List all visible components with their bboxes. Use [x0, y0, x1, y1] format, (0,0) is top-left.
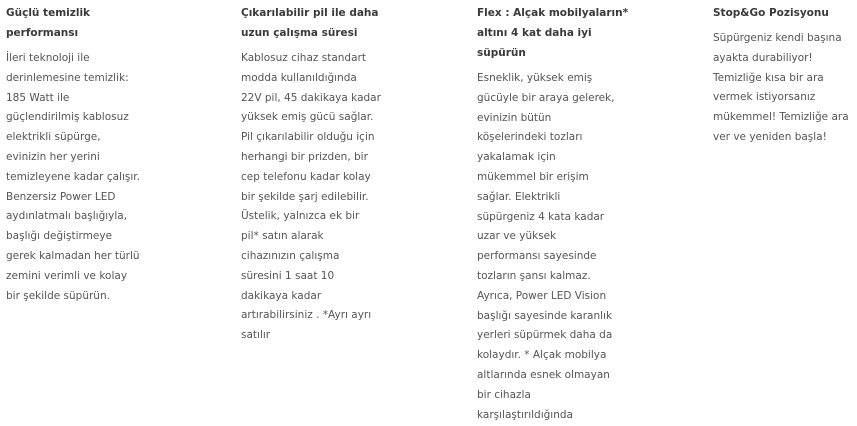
feature-description-line: altlarında esnek olmayan [477, 368, 610, 381]
feature-description-line: Süpürgeniz kendi başına [713, 32, 842, 44]
feature-description-line: dakikaya kadar [241, 289, 322, 302]
feature-description-line: mükemmel! Temizliğe ara [713, 111, 849, 124]
feature-description-line: gerek kalmadan her türlü [6, 249, 140, 262]
feature-description-line: kolaydır. * Alçak mobilya [477, 349, 607, 362]
feature-description-line: performansı sayesinde [477, 250, 597, 263]
feature-description-line: başlığı sayesinde karanlık [477, 309, 613, 322]
feature-column [241, 3, 466, 346]
feature-column [713, 3, 857, 148]
feature-description-line: evinizin her yerini [6, 150, 100, 163]
feature-description-line: Kablosuz cihaz standart [241, 52, 366, 64]
feature-title-line: Çıkarılabilir pil ile daha [241, 7, 379, 19]
feature-title [241, 3, 466, 43]
feature-description-line: yerleri süpürmek daha da [477, 329, 613, 342]
feature-description-line: süresini 1 saat 10 [241, 269, 335, 282]
feature-title-line: Stop&Go Pozisyonu [713, 7, 829, 19]
feature-description-line: köşelerindeki tozları [477, 131, 583, 144]
feature-description-line: bir şekilde şarj edilebilir. [241, 190, 369, 203]
feature-description-line: elektrikli süpürge, [6, 131, 101, 144]
feature-description-line: vermek istiyorsanız [713, 91, 816, 104]
feature-title [477, 3, 702, 63]
feature-description-line: tozların şansı kalmaz. [477, 269, 591, 282]
feature-title-line: uzun çalışma süresi [241, 27, 358, 39]
feature-column [477, 3, 702, 425]
feature-column [6, 3, 231, 306]
feature-description-line: zemini verimli ve kolay [6, 269, 128, 282]
feature-description-line: Esneklik, yüksek emiş [477, 72, 593, 84]
feature-description-line: gücüyle bir araya gelerek, [477, 91, 615, 104]
feature-description [6, 49, 231, 306]
feature-description-line: Temizliğe kısa bir ara [713, 71, 824, 84]
feature-title-line: süpürün [477, 47, 526, 59]
feature-description-line: yüksek emiş gücü sağlar. [241, 111, 374, 124]
feature-description-line: 22V pil, 45 dakikaya kadar [241, 91, 381, 104]
feature-description-line: uzar ve yüksek [477, 230, 557, 243]
feature-description-line: ayakta durabiliyor! [713, 51, 813, 64]
feature-title [6, 3, 231, 43]
feature-description-line: artırabilirsiniz . *Ayrı ayrı [241, 309, 372, 322]
feature-description-line: Ayrıca, Power LED Vision [477, 289, 607, 302]
feature-title-line: Güçlü temizlik [6, 7, 91, 19]
feature-description-line: bir şekilde süpürün. [6, 289, 110, 302]
feature-description [241, 49, 466, 346]
feature-description-line: temizleyene kadar çalışır. [6, 170, 140, 183]
feature-description-line: başlığı değiştirmeye [6, 230, 113, 243]
feature-description-line: bir cihazla [477, 388, 531, 401]
feature-description-line: herhangi bir prizden, bir [241, 150, 368, 163]
feature-description-line: ver ve yeniden başla! [713, 130, 827, 143]
feature-description-line: güçlendirilmiş kablosuz [6, 111, 129, 124]
feature-title-line: performansı [6, 27, 79, 39]
feature-title [713, 3, 857, 23]
feature-description-line: evinizin bütün [477, 111, 552, 124]
feature-description-line: satılır [241, 329, 271, 342]
feature-description-line: Üstelik, yalnızca ek bir [241, 210, 360, 223]
feature-description-line: sağlar. Elektrikli [477, 190, 561, 203]
feature-description [713, 29, 857, 148]
feature-description-line: modda kullanıldığında [241, 71, 357, 84]
feature-description-line: pil* satın alarak [241, 230, 324, 243]
feature-title-line: altını 4 kat daha iyi [477, 27, 592, 39]
feature-description-line: aydınlatmalı başlığıyla, [6, 210, 128, 223]
feature-description-line: 185 Watt ile [6, 91, 70, 104]
feature-description-line: Pil çıkarılabilir olduğu için [241, 131, 375, 144]
feature-description-line: cihazınızın çalışma [241, 249, 340, 262]
feature-description-line: İleri teknoloji ile [6, 52, 90, 64]
feature-description-line: Benzersiz Power LED [6, 190, 116, 203]
feature-description [477, 69, 702, 425]
feature-description-line: cep telefonu kadar kolay [241, 170, 371, 183]
feature-description-line: mükemmel bir erişim [477, 170, 589, 183]
feature-title-line: Flex : Alçak mobilyaların* [477, 7, 629, 19]
feature-description-line: karşılaştırıldığında [477, 408, 573, 421]
feature-description-line: süpürgeniz 4 kata kadar [477, 210, 605, 223]
feature-description-line: derinlemesine temizlik: [6, 71, 129, 84]
feature-description-line: yakalamak için [477, 151, 556, 164]
